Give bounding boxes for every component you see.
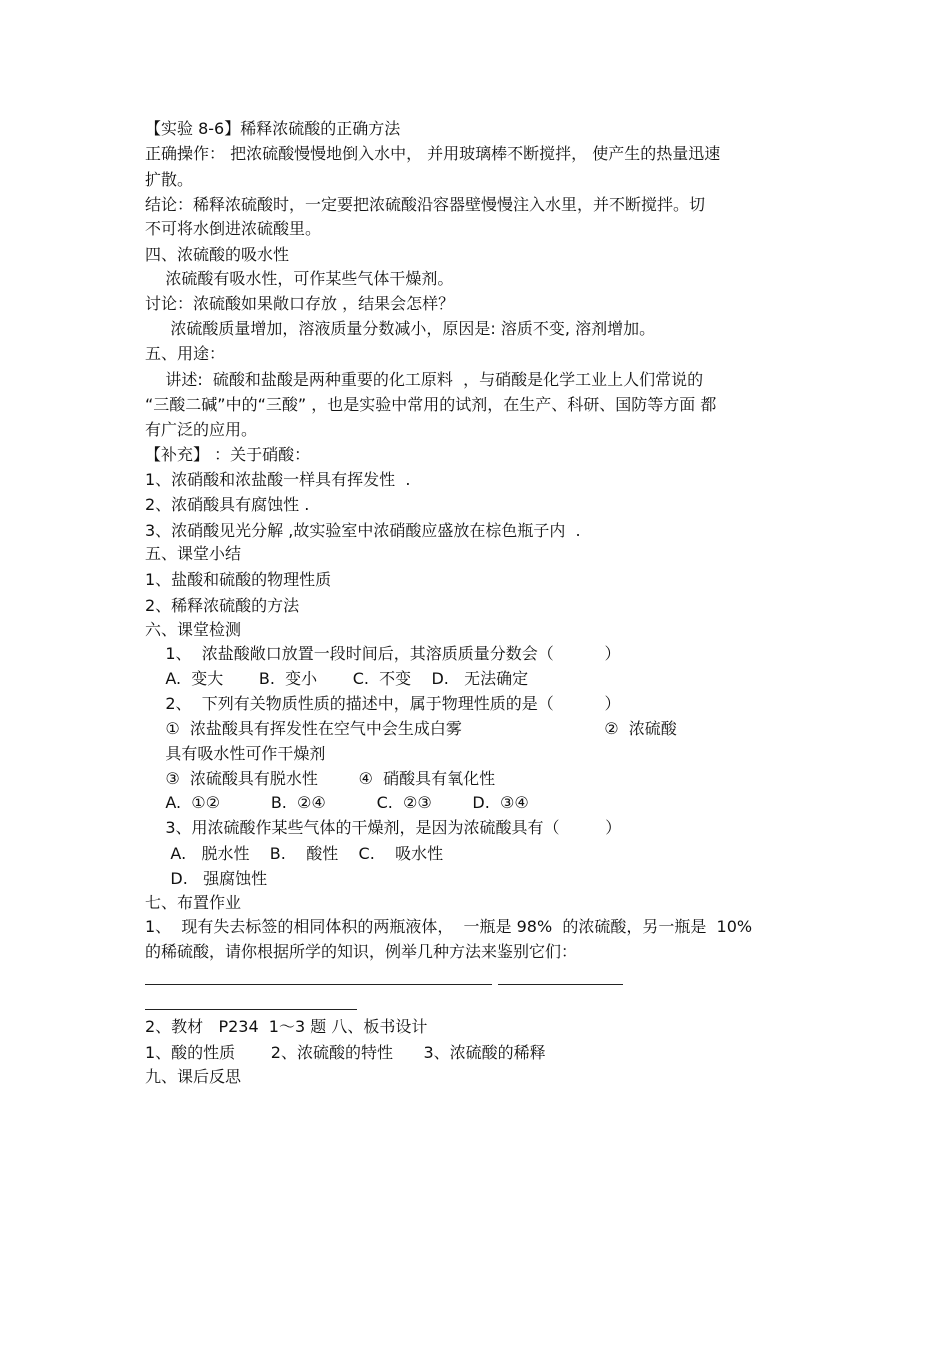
supplement-item-3: 3、浓硝酸见光分解 ,故实验室中浓硝酸应盛放在棕色瓶子内 . (145, 521, 581, 540)
discussion-answer: 浓硫酸质量增加，溶液质量分数减小，原因是: 溶质不变, 溶剂增加。 (145, 319, 656, 338)
section-four-heading: 四、浓硫酸的吸水性 (145, 245, 290, 264)
quiz-question-3: 3、用浓硫酸作某些气体的干燥剂，是因为浓硫酸具有（ ） (145, 818, 622, 837)
summary-item-1: 1、盐酸和硫酸的物理性质 (145, 570, 332, 589)
quiz-question-3-options: A. 脱水性 B. 酸性 C. 吸水性 (145, 844, 444, 863)
answer-blank-line (145, 1009, 357, 1010)
board-design-items: 1、酸的性质 2、浓硫酸的特性 3、浓硫酸的稀释 (145, 1043, 546, 1062)
homework-item-1: 1、 现有失去标签的相同体积的两瓶液体， 一瓶是 98% 的浓硫酸，另一瓶是 10% (145, 917, 753, 936)
quiz-question-3-options-cont: D. 强腐蚀性 (145, 869, 268, 888)
quiz-heading: 六、课堂检测 (145, 620, 242, 639)
conclusion-text-cont: 不可将水倒进浓硫酸里。 (145, 219, 322, 238)
quiz-question-1: 1、 浓盐酸敞口放置一段时间后，其溶质质量分数会（ ） (145, 644, 621, 663)
homework-heading: 七、布置作业 (145, 893, 242, 912)
summary-heading: 五、课堂小结 (145, 544, 242, 563)
summary-item-2: 2、稀释浓硫酸的方法 (145, 596, 300, 615)
conclusion-text: 结论：稀释浓硫酸时，一定要把浓硫酸沿容器壁慢慢注入水里，并不断搅拌。切 (145, 195, 706, 214)
correct-operation-text: 正确操作： 把浓硫酸慢慢地倒入水中， 并用玻璃棒不断搅拌， 使产生的热量迅速 (145, 144, 721, 163)
supplement-item-2: 2、浓硝酸具有腐蚀性 . (145, 495, 310, 514)
uses-text-line-2: “三酸二碱”中的“三酸” ，也是实验中常用的试剂，在生产、科研、国防等方面 都 (145, 395, 717, 414)
quiz-question-2: 2、 下列有关物质性质的描述中，属于物理性质的是（ ） (145, 694, 621, 713)
quiz-question-1-options: A. 变大 B. 变小 C. 不变 D. 无法确定 (145, 669, 529, 688)
uses-text-line-1: 讲述: 硫酸和盐酸是两种重要的化工原料 ，与硝酸是化学工业上人们常说的 (145, 370, 704, 389)
homework-item-2: 2、教材 P234 1～3 题 八、板书设计 (145, 1017, 428, 1036)
supplement-heading: 【补充】 ：关于硝酸： (145, 445, 311, 464)
discussion-question: 讨论：浓硫酸如果敞口存放 ，结果会怎样？ (145, 294, 455, 313)
absorbent-text: 浓硫酸有吸水性，可作某些气体干燥剂。 (145, 269, 454, 288)
reflection-heading: 九、课后反思 (145, 1067, 242, 1086)
quiz-question-2-statements-2: ③ 浓硫酸具有脱水性 ④ 硝酸具有氧化性 (145, 769, 496, 788)
section-five-heading: 五、用途： (145, 344, 226, 363)
quiz-question-2-statements-cont: 具有吸水性可作干燥剂 (145, 744, 326, 763)
quiz-question-2-options: A. ①② B. ②④ C. ②③ D. ③④ (145, 793, 529, 812)
quiz-question-2-statements: ① 浓盐酸具有挥发性在空气中会生成白雾 ② 浓硫酸 (145, 719, 677, 738)
uses-text-line-3: 有广泛的应用。 (145, 420, 258, 439)
answer-blank-line (498, 984, 623, 985)
experiment-heading: 【实验 8-6】稀释浓硫酸的正确方法 (145, 119, 401, 138)
homework-item-1-cont: 的稀硫酸，请你根据所学的知识，例举几种方法来鉴别它们： (145, 942, 578, 961)
answer-blank-line (145, 984, 492, 985)
supplement-item-1: 1、浓硝酸和浓盐酸一样具有挥发性 . (145, 470, 411, 489)
correct-operation-text-cont: 扩散。 (145, 170, 194, 189)
